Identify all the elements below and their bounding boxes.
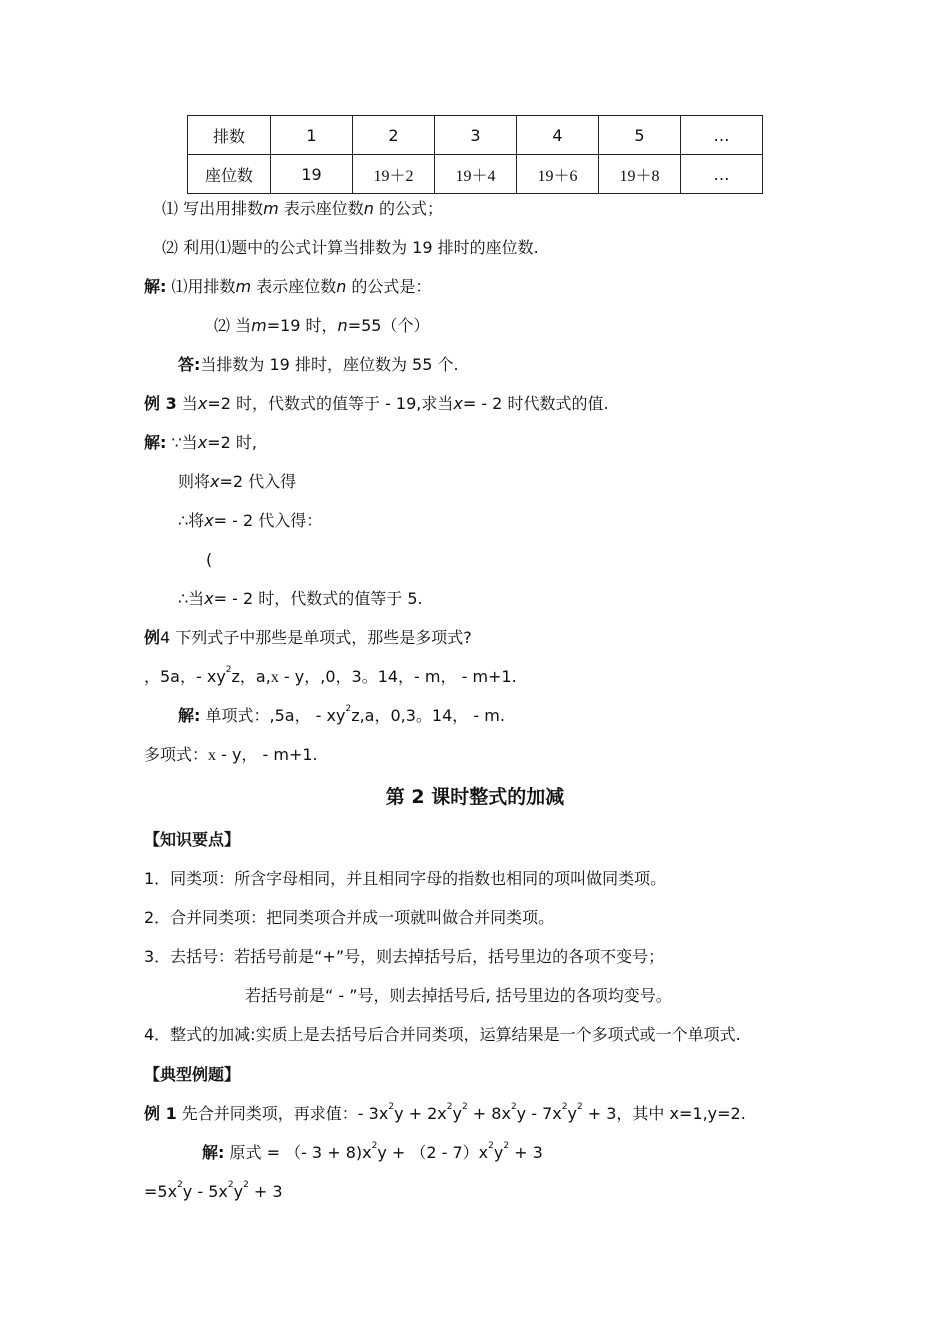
example-4-list: ，5a，- $xy^2z$，a,x - y，,0，3。14，- m， - m+1.	[144, 665, 517, 686]
example-4-multi: 多项式：x - y， - m+1.	[144, 745, 318, 764]
table-cell: 2	[353, 116, 435, 155]
example-4-solution: 解: 单项式：,5a， - $xy^2z,a$，0,3。14， - m.	[178, 704, 505, 725]
knowledge-point-1: 1．同类项：所含字母相同，并且相同字母的指数也相同的项叫做同类项。	[144, 869, 667, 888]
knowledge-header: 【知识要点】	[144, 830, 241, 849]
example-3-paren: (	[206, 550, 213, 569]
table-cell: 排数	[188, 116, 271, 155]
examples-header: 【典型例题】	[144, 1065, 241, 1084]
solution-line-2: ⑵ 当m=19 时，n=55（个）	[214, 316, 430, 335]
example-3-solution-3: ∴将x= - 2 代入得：	[178, 511, 323, 530]
solution-line-1: 解: ⑴用排数m 表示座位数n 的公式是：	[144, 277, 432, 296]
answer-line: 答:当排数为 19 排时，座位数为 55 个.	[178, 355, 459, 374]
knowledge-point-4: 4．整式的加减:实质上是去括号后合并同类项，运算结果是一个多项式或一个单项式.	[144, 1025, 741, 1044]
example-1: 例 1 先合并同类项，再求值：- $3x^2y + 2x^2y^2 + 8x^2y - 7x^2y^2 + 3$，其中 x=1,y=2.	[144, 1102, 746, 1123]
table-cell: 19＋8	[599, 155, 681, 194]
example-1-solution: 解: 原式 = （- $3 + 8)x^2y + (2 - 7)x^2y^2 + 3$	[202, 1141, 543, 1162]
table-cell: 19＋6	[517, 155, 599, 194]
question-1: ⑴ 写出用排数m 表示座位数n 的公式；	[162, 199, 444, 218]
seat-table	[187, 115, 763, 194]
question-2: ⑵ 利用⑴题中的公式计算当排数为 19 排时的座位数.	[162, 238, 539, 257]
example-3-solution-2: 则将x=2 代入得	[178, 472, 297, 491]
table-cell: 4	[517, 116, 599, 155]
table-cell: 1	[271, 116, 353, 155]
table-cell: 3	[435, 116, 517, 155]
table-cell: 19	[271, 155, 353, 194]
table-row	[188, 116, 763, 155]
knowledge-point-3: 3．去括号：若括号前是“+”号，则去掉括号后，括号里边的各项不变号；	[144, 947, 665, 966]
table-cell: …	[681, 155, 763, 194]
knowledge-point-3b: 若括号前是“ - ”号，则去掉括号后, 括号里边的各项均变号。	[245, 986, 672, 1005]
table-cell: …	[681, 116, 763, 155]
table-cell: 19＋2	[353, 155, 435, 194]
table-cell: 座位数	[188, 155, 271, 194]
section-title: 第 2 课时整式的加减	[385, 786, 565, 808]
example-3-solution-4: ∴当x= - 2 时，代数式的值等于 5.	[178, 589, 423, 608]
knowledge-point-2: 2．合并同类项：把同类项合并成一项就叫做合并同类项。	[144, 908, 555, 927]
table-cell: 5	[599, 116, 681, 155]
example-3: 例 3 当x=2 时，代数式的值等于 - 19,求当x= - 2 时代数式的值.	[144, 394, 609, 413]
table-row	[188, 155, 763, 194]
example-4: 例4 下列式子中那些是单项式，那些是多项式?	[144, 628, 472, 647]
example-1-result: $=5x^2y - 5x^2y^2 + 3$	[144, 1180, 283, 1201]
table-cell: 19＋4	[435, 155, 517, 194]
example-3-solution-1: 解: ∵当x=2 时,	[144, 433, 257, 452]
